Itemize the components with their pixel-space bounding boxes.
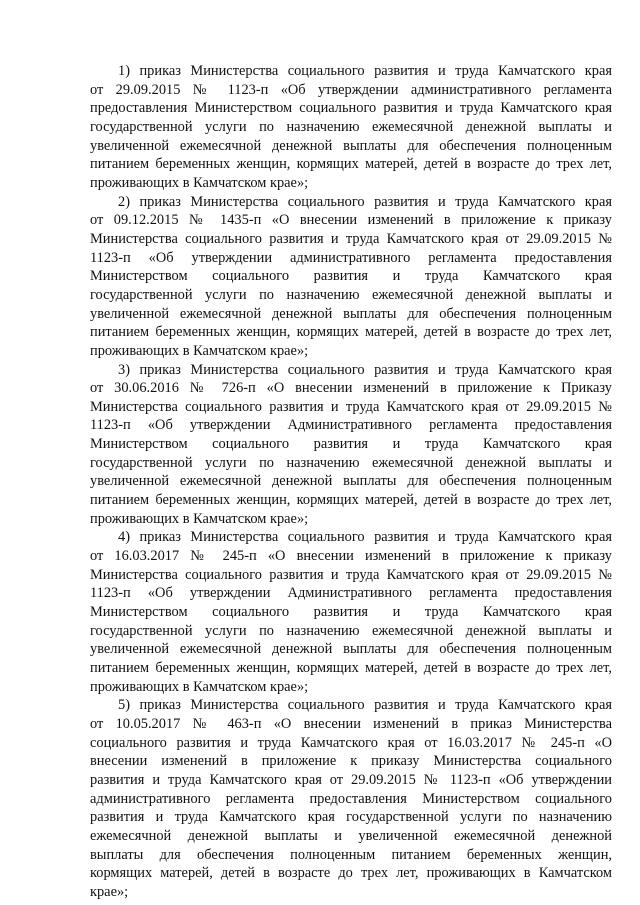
text-line: 2) приказ Министерства социального развития и труда Камчатского края [118,193,612,210]
text-line: от 10.05.2017 № 463-п «О внесении изменений в приказ Министерства [90,715,612,732]
text-line: социального развития и труда Камчатского края от 16.03.2017 № 245-п «О [90,734,612,751]
text-line: 3) приказ Министерства социального развития и труда Камчатского края [118,361,612,378]
text-line: от 09.12.2015 № 1435-п «О внесении изменений в приложение к приказу [90,212,612,229]
text-line: проживающих в Камчатском крае»; [90,678,309,695]
text-line: 1123-п «Об утверждении Административного регламента предоставления [90,417,612,434]
text-line: питанием беременных женщин, кормящих матерей, детей в возрасте до трех лет, [90,660,612,676]
text-line: Министерства социального развития и труда Камчатского края от 29.09.2015 № [90,398,612,415]
text-line: питанием беременных женщин, кормящих матерей, детей в возрасте до трех лет, [90,156,612,173]
text-line: 1) приказ Министерства социального развития и труда Камчатского края [118,63,612,79]
text-line: 5) приказ Министерства социального развития и труда Камчатского края [118,697,612,714]
text-line: Министерством социального развития и труда Камчатского края [90,604,612,621]
list-item-5 [90,696,612,901]
text-line: развития и труда Камчатского края от 29.09.2015 № 1123-п «Об утверждении [90,771,612,788]
list-item-1 [90,62,612,193]
text-line: увеличенной ежемесячной денежной выплаты для обеспечения полноценным [90,473,612,490]
text-line: проживающих в Камчатском крае»; [90,510,309,527]
text-line: Министерства социального развития и труда Камчатского края от 29.09.2015 № [90,566,612,583]
text-line: развития и труда Камчатского края государственной услуги по назначению [90,809,612,826]
text-line: 1123-п «Об утверждении Административного регламента предоставления [90,585,612,602]
text-line: государственной услуги по назначению ежемесячной денежной выплаты и [90,454,612,471]
text-line: от 29.09.2015 № 1123-п «Об утверждении административного регламента [90,81,612,98]
text-line: выплаты для обеспечения полноценным питанием беременных женщин, [90,846,612,863]
text-line: Министерством социального развития и труда Камчатского края [90,268,612,285]
text-line: увеличенной ежемесячной денежной выплаты для обеспечения полноценным [90,305,612,322]
text-line: внесении изменений в приложение к приказу Министерства социального [90,753,612,770]
text-line: государственной услуги по назначению ежемесячной денежной выплаты и [90,622,612,639]
text-line: увеличенной ежемесячной денежной выплаты для обеспечения полноценным [90,641,612,658]
text-line: кормящих матерей, детей в возрасте до трех лет, проживающих в Камчатском [90,865,612,882]
text-line: проживающих в Камчатском крае»; [90,174,309,191]
text-line: предоставления Министерством социального развития и труда Камчатского края [90,100,612,117]
text-line: 4) приказ Министерства социального развития и труда Камчатского края [118,529,612,546]
text-line: увеличенной ежемесячной денежной выплаты для обеспечения полноценным [90,137,612,154]
text-line: питанием беременных женщин, кормящих матерей, детей в возрасте до трех лет, [90,492,612,509]
text-line: административного регламента предоставления Министерством социального [90,790,612,807]
text-line: от 16.03.2017 № 245-п «О внесении изменений в приложение к приказу [90,548,612,565]
list-item-3 [90,361,612,529]
text-line: питанием беременных женщин, кормящих матерей, детей в возрасте до трех лет, [90,324,612,341]
text-line: ежемесячной денежной выплаты и увеличенной ежемесячной денежной [90,827,612,844]
list-item-4 [90,528,612,696]
text-line: государственной услуги по назначению ежемесячной денежной выплаты и [90,286,612,303]
text-line: от 30.06.2016 № 726-п «О внесении изменений в приложение к Приказу [90,380,612,397]
text-line: государственной услуги по назначению ежемесячной денежной выплаты и [90,118,612,135]
document-body [90,62,612,902]
text-line: крае»; [90,883,129,900]
list-item-2 [90,193,612,361]
text-line: проживающих в Камчатском крае»; [90,342,309,359]
text-line: Министерства социального развития и труда Камчатского края от 29.09.2015 № [90,230,612,247]
text-line: Министерством социального развития и труда Камчатского края [90,436,612,453]
text-line: 1123-п «Об утверждении административного регламента предоставления [90,249,612,266]
